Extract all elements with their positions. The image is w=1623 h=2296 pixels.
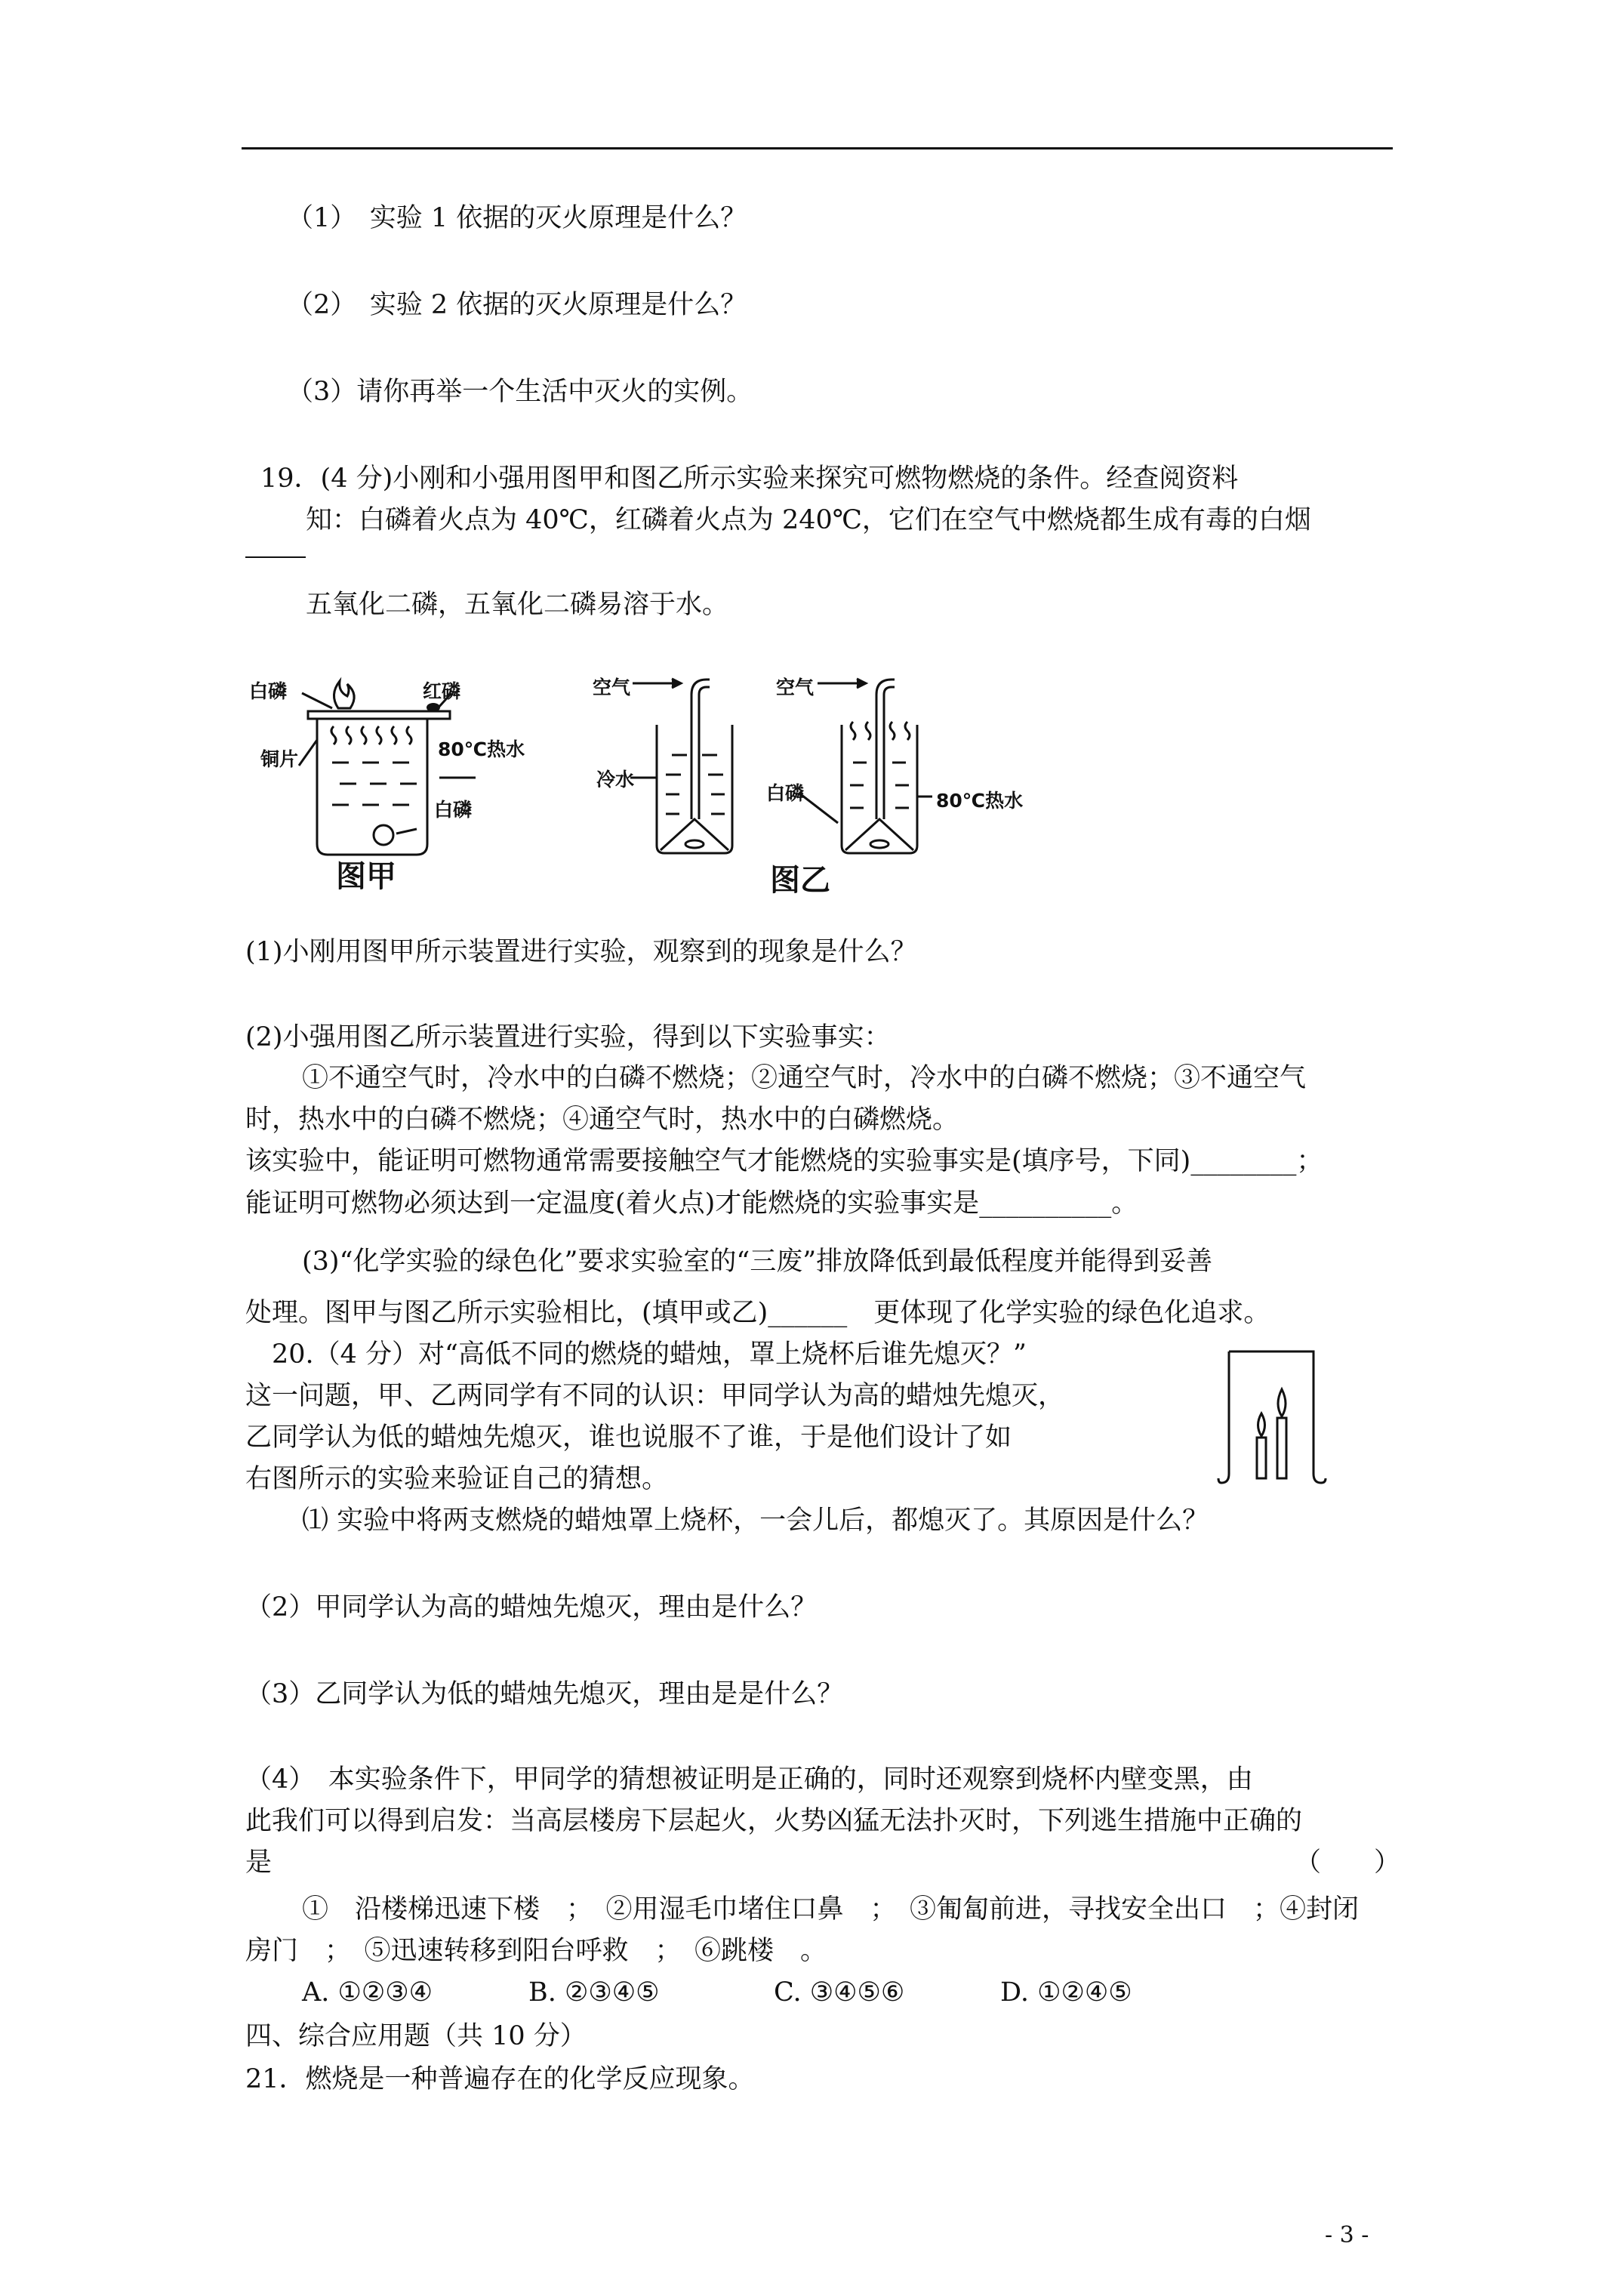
q20-sub1: ⑴ 实验中将两支燃烧的蜡烛罩上烧杯，一会儿后，都熄灭了。其原因是什么？ — [302, 1505, 1209, 1536]
q19-sub2: (2)小强用图乙所示装置进行实验，得到以下实验事实： — [245, 1022, 891, 1052]
choice-a: A. ①②③④ — [302, 1977, 433, 2008]
section-4-heading: 四、综合应用题（共 10 分） — [245, 2021, 587, 2051]
q20-intro-line3: 乙同学认为低的蜡烛先熄灭，谁也说服不了谁，于是他们设计了如 — [245, 1422, 1012, 1453]
q20-sub3: （3）乙同学认为低的蜡烛先熄灭，理由是是什么？ — [245, 1679, 844, 1709]
fig-a-label-hot-water: 80℃热水 — [438, 738, 525, 760]
fig-b-label-air-right: 空气 — [776, 676, 815, 698]
q20-sub4-line2: 此我们可以得到启发：当高层楼房下层起火，火势凶猛无法扑灭时，下列逃生措施中正确的 — [245, 1806, 1303, 1836]
q19-sub3-line2: 处理。图甲与图乙所示实验相比，(填甲或乙)______ 更体现了化学实验的绿色化追求。 — [245, 1298, 1270, 1328]
q21-text: 21．燃烧是一种普遍存在的化学反应现象。 — [245, 2064, 755, 2094]
q20-intro-line1: 20.（4 分）对“高低不同的燃烧的蜡烛，罩上烧杯后谁先熄灭？” — [272, 1339, 1027, 1370]
fig-b-label-hot-water: 80℃热水 — [936, 790, 1024, 812]
q19-fill-line1: 该实验中，能证明可燃物通常需要接触空气才能燃烧的实验事实是(填序号，下同)________； — [245, 1146, 1323, 1176]
q20-options-line2: 房门 ； ⑤迅速转移到阳台呼救 ； ⑥跳楼 。 — [245, 1936, 827, 1966]
q19-facts-line2: 时，热水中的白磷不燃烧；④通空气时，热水中的白磷燃烧。 — [245, 1105, 959, 1135]
page-number: - 3 - — [1325, 2222, 1369, 2248]
fig-a-label-copper: 铜片 — [260, 748, 299, 770]
q19-facts-line1: ①不通空气时，冷水中的白磷不燃烧；②通空气时，冷水中的白磷不燃烧；③不通空气 — [302, 1063, 1307, 1093]
q19-fill-line2: 能证明可燃物必须达到一定温度(着火点)才能燃烧的实验事实是__________。 — [245, 1188, 1138, 1219]
fig-a-label-white-phosphorus-top: 白磷 — [249, 680, 288, 702]
q19-sub3-line1: (3)“化学实验的绿色化”要求实验室的“三废”排放降低到最低程度并能得到妥善 — [302, 1247, 1213, 1277]
q20-sub4-line1: （4） 本实验条件下，甲同学的猜想被证明是正确的，同时还观察到烧杯内壁变黑，由 — [245, 1764, 1253, 1795]
choice-b: B. ②③④⑤ — [528, 1977, 660, 2008]
q18-sub1: （1） 实验 1 依据的灭火原理是什么？ — [287, 203, 747, 233]
fig-a-label-white-phosphorus-bottom: 白磷 — [434, 799, 473, 821]
q18-sub2: （2） 实验 2 依据的灭火原理是什么？ — [287, 290, 747, 320]
line-continuation-dash — [245, 556, 306, 558]
figure-a-apparatus — [249, 664, 551, 906]
fig-a-caption: 图甲 — [336, 859, 396, 894]
candles-under-beaker-figure — [1215, 1344, 1329, 1487]
choice-d: D. ①②④⑤ — [1000, 1977, 1132, 2008]
q19-intro-line2: 知：白磷着火点为 40℃，红磷着火点为 240℃，它们在空气中燃烧都生成有毒的白烟 — [306, 505, 1311, 535]
fig-b-caption: 图乙 — [770, 863, 830, 898]
q19-intro-line3: 五氧化二磷，五氧化二磷易溶于水。 — [306, 590, 729, 620]
q18-sub3: （3）请你再举一个生活中灭火的实例。 — [287, 377, 753, 407]
choice-c: C. ③④⑤⑥ — [774, 1977, 905, 2008]
fig-a-label-red-phosphorus: 红磷 — [423, 680, 461, 702]
q20-options-line1: ① 沿楼梯迅速下楼 ； ②用湿毛巾堵住口鼻 ； ③匍匐前进，寻找安全出口 ；④封闭 — [302, 1894, 1360, 1925]
q20-sub2: （2）甲同学认为高的蜡烛先熄灭，理由是什么？ — [245, 1592, 818, 1623]
fig-b-label-white-phosphorus: 白磷 — [766, 782, 805, 804]
q19-sub1: (1)小刚用图甲所示装置进行实验，观察到的现象是什么？ — [245, 937, 917, 967]
fig-b-label-air-left: 空气 — [593, 676, 631, 698]
header-rule — [242, 147, 1393, 149]
q20-intro-line2: 这一问题，甲、乙两同学有不同的认识：甲同学认为高的蜡烛先熄灭， — [245, 1381, 1065, 1411]
q19-intro-line1: 19．(4 分)小刚和小强用图甲和图乙所示实验来探究可燃物燃烧的条件。经查阅资料 — [260, 464, 1239, 494]
fig-b-label-cold-water: 冷水 — [596, 769, 635, 791]
q20-sub4-line3: 是 — [245, 1848, 273, 1878]
figure-b-apparatus — [581, 664, 1072, 883]
answer-parentheses: （ ） — [1295, 1848, 1401, 1878]
q20-intro-line4: 右图所示的实验来验证自己的猜想。 — [245, 1464, 669, 1494]
